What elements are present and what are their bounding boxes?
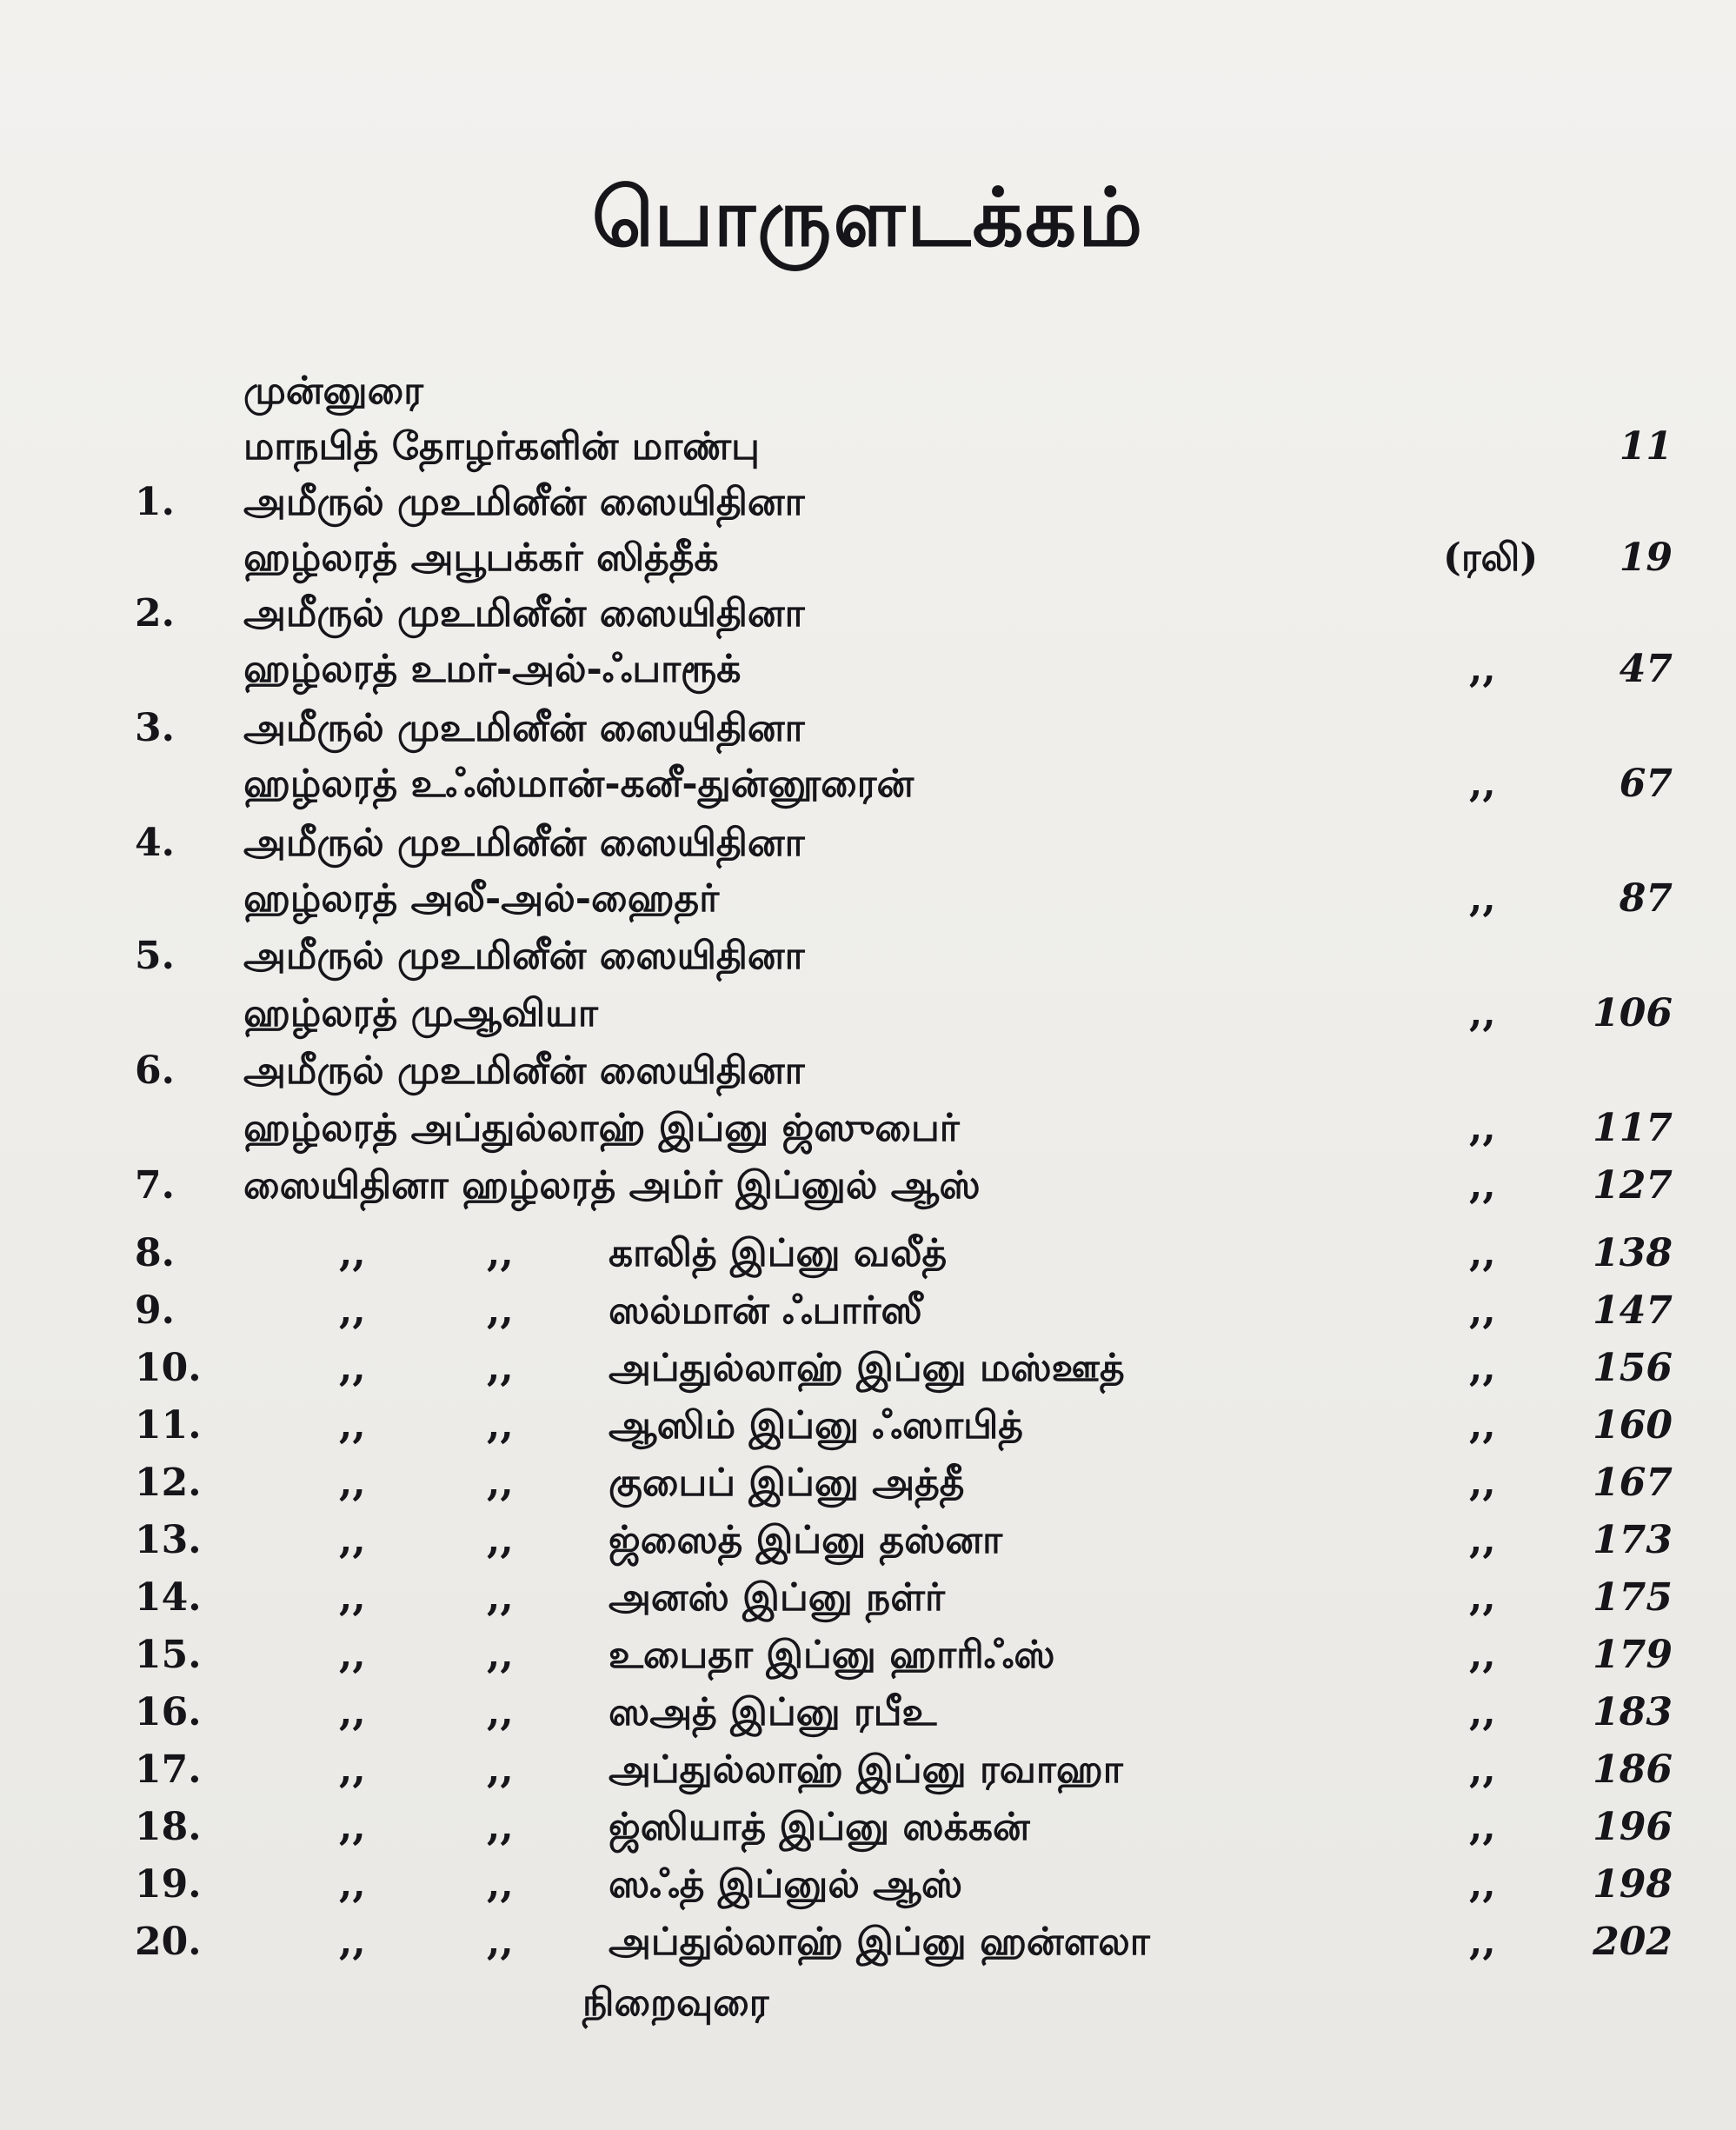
- toc-entry-number: 13.: [135, 1518, 202, 1562]
- toc-page-number: 11: [1619, 424, 1673, 469]
- toc-page-number: 106: [1593, 991, 1673, 1035]
- toc-entry-text: ஹழ்லரத் அபூபக்கர் ஸித்தீக்: [243, 536, 719, 580]
- toc-ditto-mark: ,,: [339, 1805, 366, 1849]
- toc-row: [0, 701, 1736, 756]
- toc-entry-text: அப்துல்லாஹ் இப்னு மஸ்ஊத்: [609, 1346, 1125, 1390]
- toc-entry-number: 17.: [135, 1747, 202, 1792]
- toc-row: [0, 1398, 1736, 1454]
- toc-ditto-mark: ,,: [487, 1633, 514, 1677]
- toc-ditto-mark: ,,: [339, 1747, 366, 1792]
- toc-row: [0, 475, 1736, 530]
- toc-entry-number: 5.: [135, 934, 175, 978]
- toc-ditto-mark: ,,: [487, 1747, 514, 1792]
- toc-page-number: 87: [1619, 876, 1673, 921]
- toc-row: [0, 1685, 1736, 1741]
- toc-ditto-mark: ,,: [339, 1920, 366, 1964]
- toc-row: [0, 530, 1736, 586]
- toc-entry-number: 8.: [135, 1231, 175, 1275]
- toc-ditto-mark: ,,: [1469, 1346, 1496, 1390]
- toc-ditto-mark: ,,: [1469, 1231, 1496, 1275]
- toc-entry-text: மாநபித் தோழர்களின் மாண்பு: [243, 424, 760, 469]
- toc-entry-text: முன்னுரை: [243, 369, 423, 413]
- toc-ditto-mark: ,,: [1469, 991, 1496, 1035]
- toc-page-number: 186: [1593, 1747, 1673, 1792]
- toc-row: [0, 1627, 1736, 1683]
- toc-ditto-mark: ,,: [339, 1461, 366, 1505]
- toc-row: [0, 1158, 1736, 1214]
- toc-page-number: 156: [1593, 1346, 1673, 1390]
- toc-ditto-mark: ,,: [339, 1346, 366, 1390]
- toc-ditto-mark: ,,: [339, 1633, 366, 1677]
- toc-entry-text: அப்துல்லாஹ் இப்னு ரவாஹா: [609, 1747, 1123, 1792]
- toc-page-number: 183: [1593, 1690, 1673, 1734]
- toc-page-number: 47: [1619, 647, 1673, 691]
- toc-page-number: 179: [1593, 1633, 1673, 1677]
- toc-ditto-mark: ,,: [339, 1518, 366, 1562]
- toc-entry-number: 16.: [135, 1690, 202, 1734]
- toc-ditto-mark: ,,: [487, 1231, 514, 1275]
- toc-row: [0, 1341, 1736, 1396]
- toc-entry-number: 11.: [135, 1403, 202, 1448]
- toc-row: [0, 1914, 1736, 1970]
- toc-entry-text: ஸையிதினா ஹழ்லரத் அம்ர் இப்னுல் ஆஸ்: [243, 1163, 981, 1208]
- toc-ditto-mark: ,,: [1469, 1461, 1496, 1505]
- toc-entry-number: 15.: [135, 1633, 202, 1677]
- toc-page-number: 175: [1593, 1575, 1673, 1620]
- toc-entry-text: குபைப் இப்னு அத்தீ: [609, 1461, 965, 1505]
- toc-entry-number: 18.: [135, 1805, 202, 1849]
- toc-ditto-mark: ,,: [487, 1575, 514, 1620]
- toc-ditto-mark: ,,: [1469, 1920, 1496, 1964]
- toc-row: [0, 1455, 1736, 1511]
- toc-entry-number: 1.: [135, 480, 175, 524]
- toc-entry-text: அமீருல் முஉமினீன் ஸையிதினா: [243, 591, 805, 636]
- toc-ditto-mark: ,,: [1469, 876, 1496, 921]
- toc-row: [0, 1513, 1736, 1568]
- toc-page-number: 196: [1593, 1805, 1673, 1849]
- toc-page-number: 127: [1593, 1163, 1673, 1208]
- toc-ditto-mark: ,,: [1469, 1518, 1496, 1562]
- toc-page-number: 117: [1593, 1106, 1673, 1150]
- toc-ditto-mark: ,,: [487, 1288, 514, 1333]
- toc-entry-text: ஹழ்லரத் முஆவியா: [243, 991, 598, 1035]
- toc-entry-number: 6.: [135, 1048, 175, 1093]
- toc-ditto-mark: ,,: [487, 1346, 514, 1390]
- toc-page-number: 147: [1593, 1288, 1673, 1333]
- toc-row: [0, 419, 1736, 475]
- toc-entry-text: அப்துல்லாஹ் இப்னு ஹன்ளலா: [609, 1920, 1150, 1964]
- toc-ditto-mark: ,,: [1469, 1163, 1496, 1208]
- toc-ditto-mark: ,,: [339, 1403, 366, 1448]
- page-title: பொருளடக்கம்: [591, 170, 1145, 264]
- toc-ditto-mark: ,,: [1469, 1633, 1496, 1677]
- toc-ditto-mark: ,,: [487, 1461, 514, 1505]
- toc-ditto-mark: ,,: [339, 1288, 366, 1333]
- toc-row: [0, 1857, 1736, 1913]
- toc-honorific: (ரலி): [1443, 536, 1539, 580]
- toc-ditto-mark: ,,: [487, 1805, 514, 1849]
- toc-entry-text: ஹழ்லரத் உஃஸ்மான்-கனீ-துன்னூரைன்: [243, 762, 915, 806]
- toc-entry-text: ஹழ்லரத் உமர்-அல்-ஃபாரூக்: [243, 647, 742, 691]
- toc-row: [0, 871, 1736, 927]
- toc-ditto-mark: ,,: [1469, 762, 1496, 806]
- toc-ditto-mark: ,,: [1469, 1690, 1496, 1734]
- toc-ditto-mark: ,,: [339, 1690, 366, 1734]
- toc-ditto-mark: ,,: [339, 1231, 366, 1275]
- toc-ditto-mark: ,,: [1469, 1403, 1496, 1448]
- toc-page-number: 202: [1593, 1920, 1673, 1964]
- toc-ditto-mark: ,,: [487, 1518, 514, 1562]
- toc-ditto-mark: ,,: [487, 1920, 514, 1964]
- toc-entry-number: 3.: [135, 706, 175, 750]
- toc-entry-number: 9.: [135, 1288, 175, 1333]
- toc-entry-number: 10.: [135, 1346, 202, 1390]
- toc-entry-text: அமீருல் முஉமினீன் ஸையிதினா: [243, 706, 805, 750]
- toc-entry-text: அனஸ் இப்னு நள்ர்: [609, 1575, 945, 1620]
- toc-ditto-mark: ,,: [487, 1862, 514, 1907]
- toc-entry-text: ஆஸிம் இப்னு ஃஸாபித்: [609, 1403, 1023, 1448]
- toc-row: [0, 363, 1736, 419]
- toc-entry-text: அமீருல் முஉமினீன் ஸையிதினா: [243, 821, 805, 865]
- toc-page-number: 160: [1593, 1403, 1673, 1448]
- toc-entry-text: ஜ்ஸியாத் இப்னு ஸக்கன்: [609, 1805, 1030, 1849]
- toc-row: [0, 986, 1736, 1042]
- toc-entry-text: காலித் இப்னு வலீத்: [609, 1231, 948, 1275]
- toc-entry-text: ஹழ்லரத் அலீ-அல்-ஹைதர்: [243, 876, 720, 921]
- toc-row: [0, 1283, 1736, 1339]
- toc-row: [0, 1975, 1736, 2031]
- toc-page-number: 198: [1593, 1862, 1673, 1907]
- toc-entry-text: அமீருல் முஉமினீன் ஸையிதினா: [243, 480, 805, 524]
- toc-page-number: 173: [1593, 1518, 1673, 1562]
- toc-page-number: 19: [1619, 536, 1673, 580]
- toc-entry-text: ஸஃத் இப்னுல் ஆஸ்: [609, 1862, 963, 1907]
- toc-row: [0, 1226, 1736, 1281]
- toc-row: [0, 1742, 1736, 1798]
- toc-entry-number: 2.: [135, 591, 175, 636]
- toc-ditto-mark: ,,: [1469, 1288, 1496, 1333]
- toc-ditto-mark: ,,: [487, 1690, 514, 1734]
- toc-entry-number: 19.: [135, 1862, 202, 1907]
- toc-entry-text: அமீருல் முஉமினீன் ஸையிதினா: [243, 934, 805, 978]
- toc-ditto-mark: ,,: [339, 1575, 366, 1620]
- toc-entry-text: அமீருல் முஉமினீன் ஸையிதினா: [243, 1048, 805, 1093]
- toc-ditto-mark: ,,: [487, 1403, 514, 1448]
- toc-row: [0, 1800, 1736, 1855]
- toc-ditto-mark: ,,: [1469, 1805, 1496, 1849]
- toc-ditto-mark: ,,: [1469, 647, 1496, 691]
- toc-ditto-mark: ,,: [1469, 1747, 1496, 1792]
- toc-entry-text: ஸஅத் இப்னு ரபீஉ: [609, 1690, 937, 1734]
- toc-entry-text: ஜ்ஸைத் இப்னு தஸ்னா: [609, 1518, 1003, 1562]
- toc-ditto-mark: ,,: [1469, 1862, 1496, 1907]
- toc-ditto-mark: ,,: [1469, 1106, 1496, 1150]
- toc-closing: நிறைவுரை: [582, 1980, 769, 2025]
- toc-entry-number: 4.: [135, 821, 175, 865]
- toc-entry-number: 20.: [135, 1920, 202, 1964]
- toc-entry-text: உபைதா இப்னு ஹாரிஃஸ்: [609, 1633, 1055, 1677]
- toc-row: [0, 1101, 1736, 1156]
- toc-page-number: 67: [1619, 762, 1673, 806]
- toc-entry-number: 12.: [135, 1461, 202, 1505]
- toc-row: [0, 586, 1736, 642]
- toc-row: [0, 815, 1736, 871]
- toc-row: [0, 642, 1736, 697]
- toc-row: [0, 756, 1736, 812]
- toc-entry-text: ஹழ்லரத் அப்துல்லாஹ் இப்னு ஜ்ஸுபைர்: [243, 1106, 960, 1150]
- toc-entry-text: ஸல்மான் ஃபார்ஸீ: [609, 1288, 922, 1333]
- toc-entry-number: 7.: [135, 1163, 175, 1208]
- toc-row: [0, 1043, 1736, 1099]
- toc-page-number: 167: [1593, 1461, 1673, 1505]
- toc-ditto-mark: ,,: [1469, 1575, 1496, 1620]
- toc-ditto-mark: ,,: [339, 1862, 366, 1907]
- toc-entry-number: 14.: [135, 1575, 202, 1620]
- toc-row: [0, 929, 1736, 984]
- toc-page-number: 138: [1593, 1231, 1673, 1275]
- toc-row: [0, 1570, 1736, 1626]
